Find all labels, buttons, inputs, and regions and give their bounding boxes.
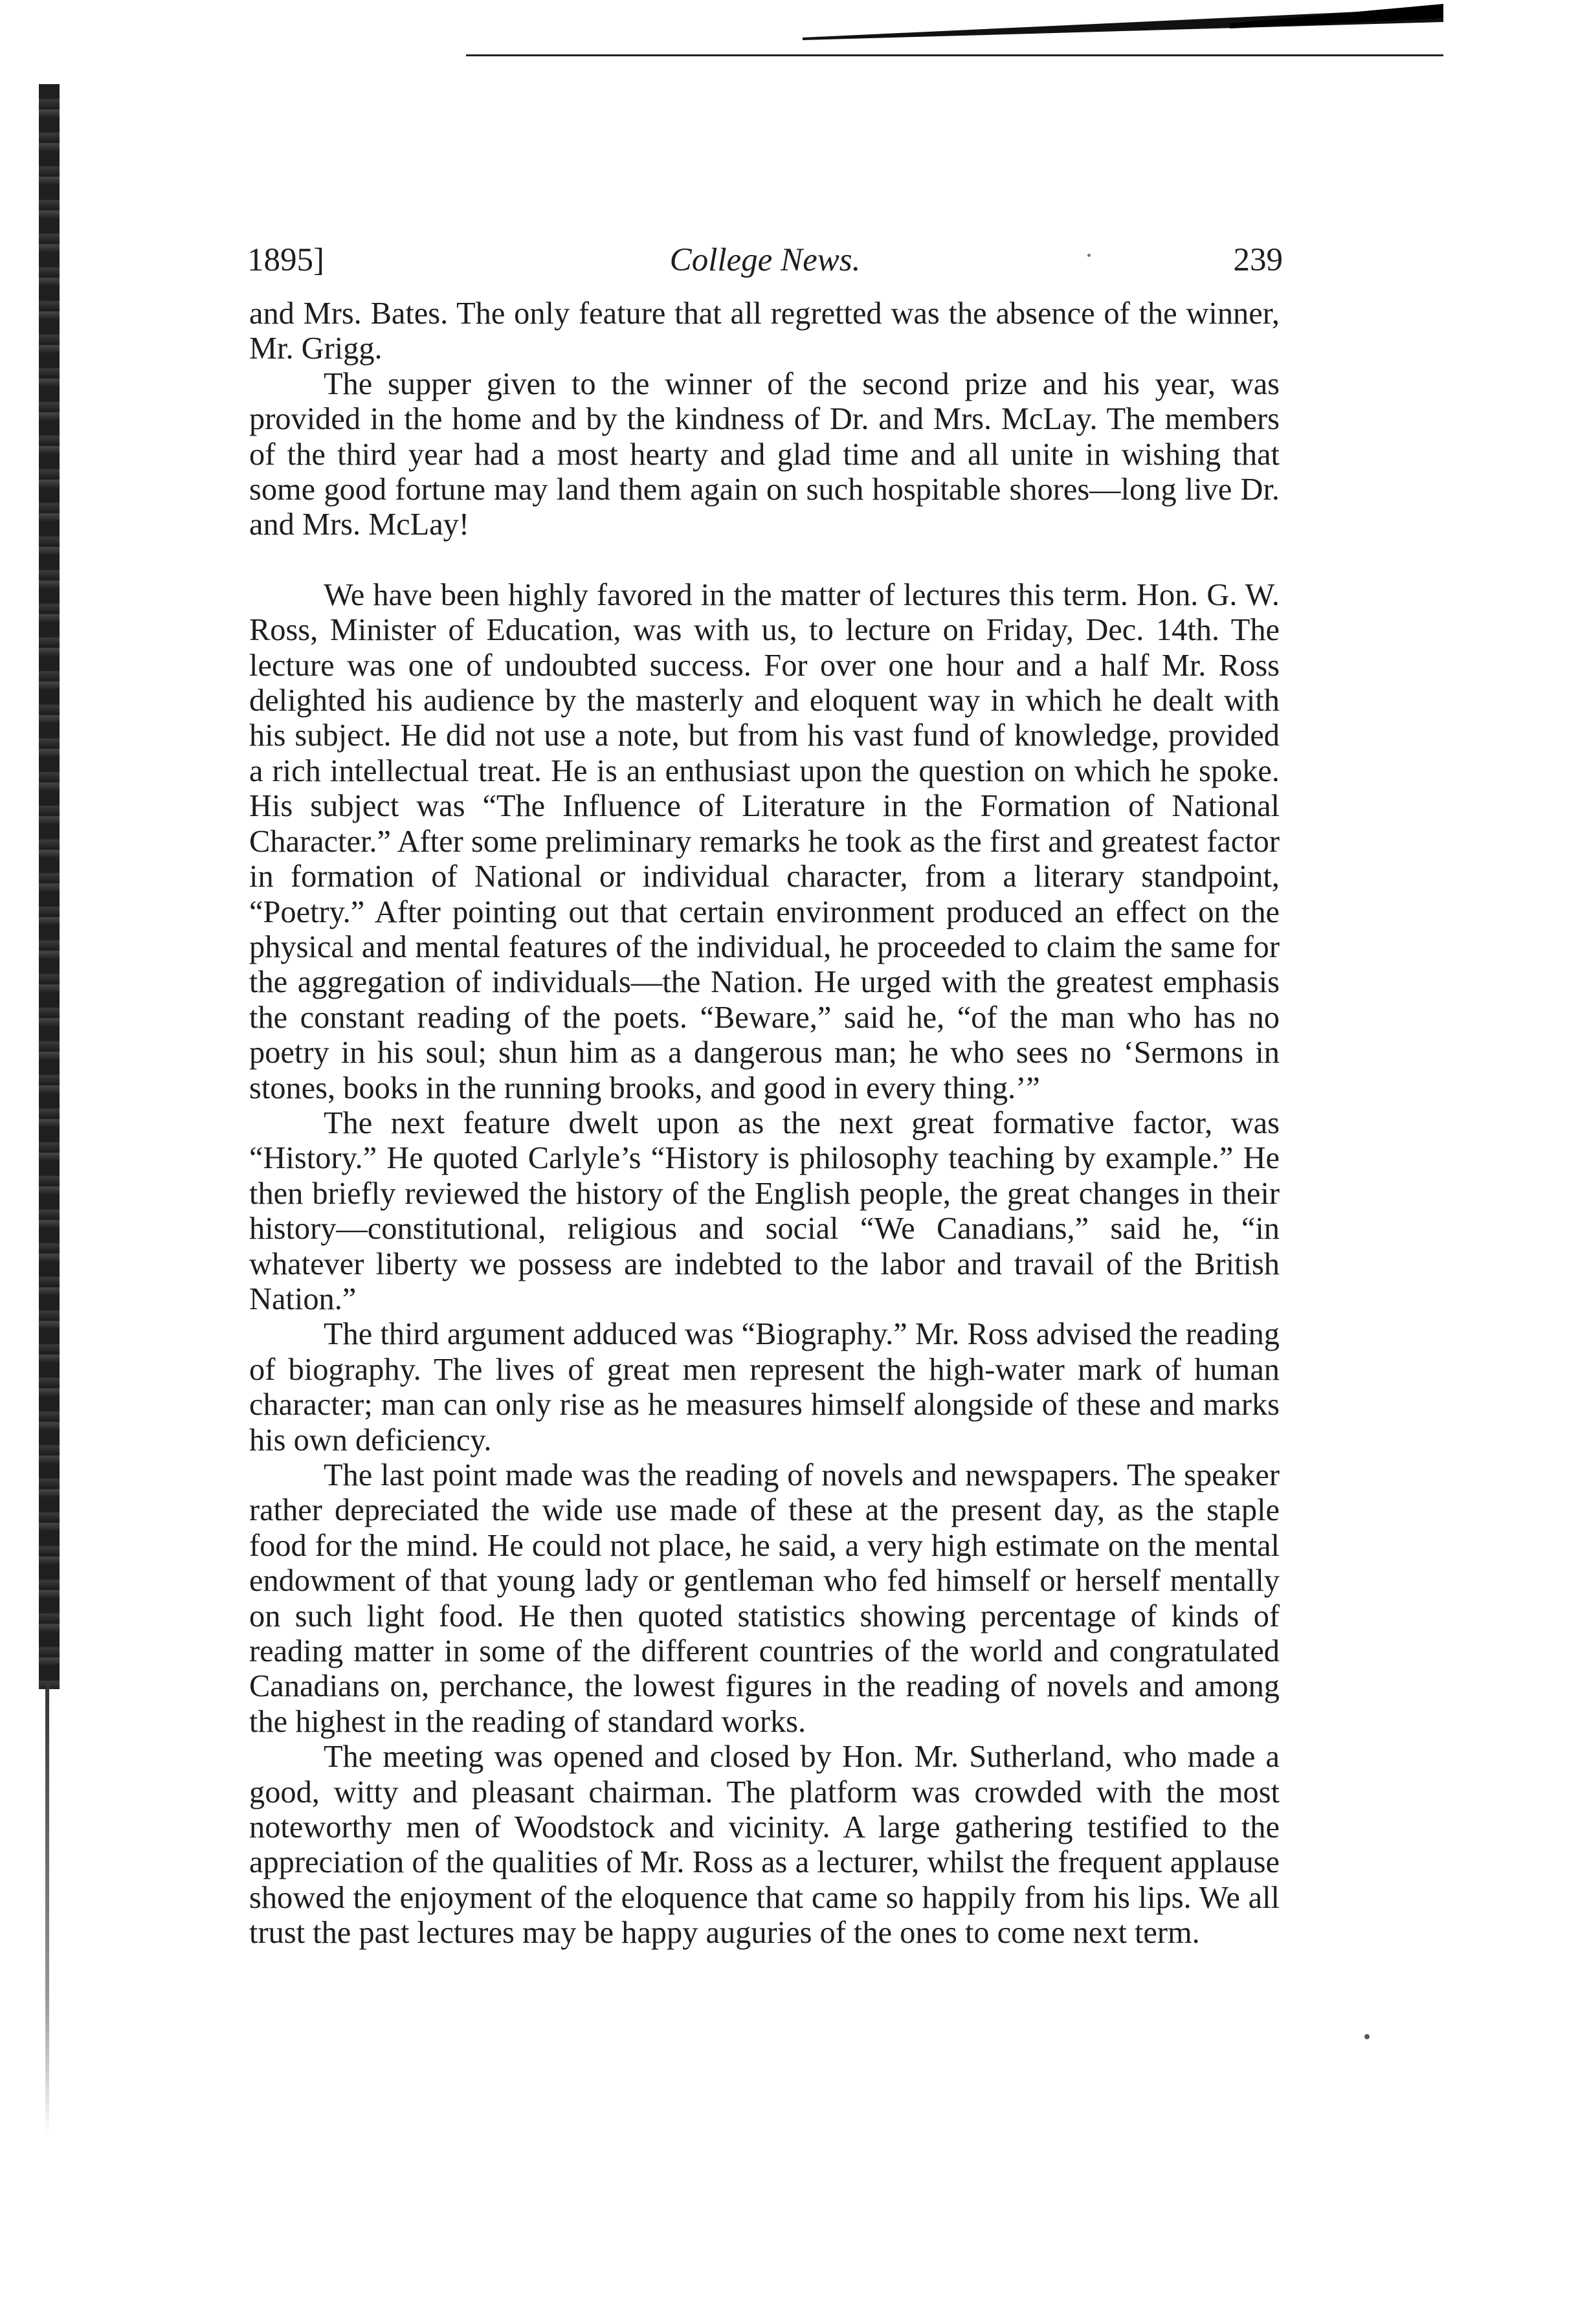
paragraph: We have been highly favored in the matter of lectures this term. Hon. G. W. Ross, Minister of Education, was with us, to lecture on Friday, Dec. 14th. The lecture was one of undoubted success. For over one hour and a half Mr. Ross delighted his audience by the masterly and eloquent way in which he dealt with his subject. He did not use a note, but from his vast fund of knowledge, provided a rich intellectual treat. He is an enthusiast upon the question on which he spoke. His subject was “The Influence of Literature in the Formation of National Character.” After some preliminary remarks he took as the first and greatest factor in formation of National or individual character, from a literary standpoint, “Poetry.” After pointing out that certain environment produced an effect on the physical and mental features of the individual, he proceeded to claim the same for the aggregation of individuals—the Nation. He urged with the greatest emphasis the constant reading of the poets. “Beware,” said he, “of the man who has no poetry in his soul; shun him as a dangerous man; he who sees no ‘Sermons in stones, books in the running brooks, and good in every thing.’” [249, 577, 1280, 1105]
paragraph: The supper given to the winner of the second prize and his year, was provided in the home and by the kindness of Dr. and Mrs. McLay. The members of the third year had a most hearty and glad time and all unite in wishing that some good fortune may land them again on such hospitable shores—long live Dr. and Mrs. McLay! [249, 366, 1280, 542]
paragraph: The next feature dwelt upon as the next great formative factor, was “History.” He quoted Carlyle’s “History is philosophy teaching by example.” He then briefly reviewed the history of the English people, the great changes in their history—constitutional, religious and social “We Canadians,” said he, “in whatever liberty we possess are indebted to the labor and travail of the British Nation.” [249, 1105, 1280, 1316]
print-speck [1087, 254, 1091, 257]
running-header [247, 234, 1283, 286]
print-speck [1364, 2034, 1370, 2039]
paragraph: and Mrs. Bates. The only feature that all regretted was the absence of the winner, Mr. Grigg. [249, 296, 1280, 366]
header-year: 1895] [247, 242, 324, 278]
binding-edge-shadow [39, 84, 60, 1689]
paragraph: The third argument adduced was “Biography.” Mr. Ross advised the reading of biography. The lives of great men represent the high-water mark of human character; man can only rise as he measures himself alongside of these and marks his own deficiency. [249, 1317, 1280, 1457]
binding-edge-shadow-tail [45, 1683, 49, 2136]
page-number: 239 [1233, 242, 1283, 278]
article-body [249, 296, 1280, 1951]
top-rule [466, 4, 1443, 58]
paragraph: The meeting was opened and closed by Hon. Mr. Sutherland, who made a good, witty and pleasant chairman. The platform was crowded with the most noteworthy men of Woodstock and vicinity. A large gathering testified to the appreciation of the qualities of Mr. Ross as a lecturer, whilst the frequent applause showed the enjoyment of the eloquence that came so happily from his lips. We all trust the past lectures may be happy auguries of the ones to come next term. [249, 1740, 1280, 1951]
running-title: College News. [669, 242, 861, 278]
paragraph: The last point made was the reading of novels and newspapers. The speaker rather depreciated the wide use made of these at the present day, as the staple food for the mind. He could not place, he said, a very high estimate on the mental endowment of that young lady or gentleman who fed himself or herself mentally on such light food. He then quoted statistics showing percentage of kinds of reading matter in some of the different countries of the world and congratulated Canadians on, perchance, the lowest figures in the reading of novels and among the highest in the reading of standard works. [249, 1458, 1280, 1739]
